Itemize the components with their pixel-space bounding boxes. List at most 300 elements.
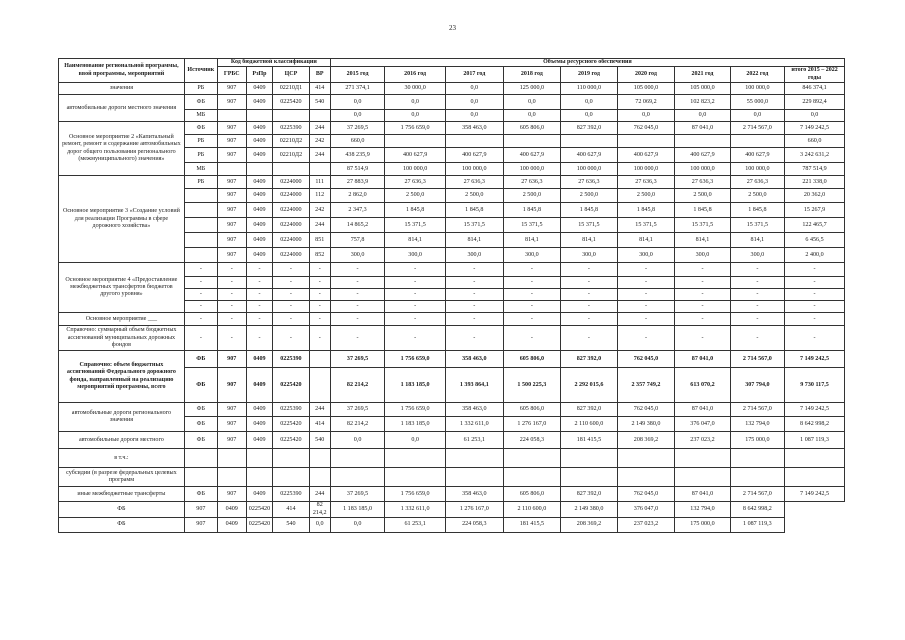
year-value-cell: 37 269,5: [330, 403, 384, 417]
total-value-cell: 787 514,9: [785, 163, 845, 176]
table-row: [59, 351, 845, 368]
year-value-cell: 125 000,0: [503, 83, 561, 95]
year-value-cell: 208 369,2: [561, 518, 618, 533]
year-value-cell: 827 392,0: [561, 487, 618, 502]
header-rzpr: РзПр: [246, 67, 273, 83]
source-cell: -: [184, 301, 217, 313]
csr-cell: 02210Д2: [273, 135, 309, 148]
year-value-cell: 175 000,0: [675, 518, 730, 533]
row-name: автомобильные дороги регионального значения: [59, 403, 185, 432]
year-value-cell: 2 149 380,0: [561, 502, 618, 518]
year-value-cell: 1 845,8: [617, 203, 675, 218]
year-value-cell: 0,0: [330, 518, 384, 533]
source-cell: РБ: [184, 135, 217, 148]
rzpr-cell: 0409: [217, 502, 246, 518]
year-value-cell: 181 415,5: [503, 518, 561, 533]
source-cell: РБ: [184, 148, 217, 163]
year-value-cell: 0,0: [309, 518, 330, 533]
year-value-cell: [330, 468, 384, 487]
year-value-cell: 605 806,0: [503, 487, 561, 502]
year-value-cell: -: [617, 313, 675, 326]
vr-cell: [309, 110, 330, 122]
total-value-cell: 6 456,5: [785, 233, 845, 248]
year-value-cell: 827 392,0: [561, 403, 618, 417]
grbs-cell: [217, 163, 246, 176]
year-value-cell: [675, 449, 730, 468]
year-value-cell: [730, 135, 784, 148]
rzpr-cell: 0409: [246, 432, 273, 449]
header-year-2020: 2020 год: [617, 67, 675, 83]
year-value-cell: -: [446, 289, 504, 301]
vr-cell: [309, 449, 330, 468]
grbs-cell: 907: [217, 218, 246, 233]
rzpr-cell: [246, 449, 273, 468]
csr-cell: 02210Д1: [273, 83, 309, 95]
total-value-cell: 1 087 119,3: [730, 518, 784, 533]
year-value-cell: 2 862,0: [330, 189, 384, 203]
year-value-cell: 762 045,0: [617, 403, 675, 417]
total-value-cell: 2 400,0: [785, 248, 845, 263]
source-cell: РБ: [184, 176, 217, 189]
year-value-cell: 15 371,5: [730, 218, 784, 233]
year-value-cell: 0,0: [617, 110, 675, 122]
source-cell: ФБ: [184, 95, 217, 110]
year-value-cell: -: [385, 277, 446, 289]
table-row: [59, 432, 845, 449]
year-value-cell: -: [617, 326, 675, 351]
grbs-cell: 907: [184, 502, 217, 518]
vr-cell: 540: [309, 95, 330, 110]
year-value-cell: 1 393 864,1: [446, 368, 504, 403]
rzpr-cell: 0409: [246, 203, 273, 218]
source-cell: [184, 233, 217, 248]
year-value-cell: 0,0: [503, 95, 561, 110]
year-value-cell: -: [330, 289, 384, 301]
year-value-cell: 27 636,3: [446, 176, 504, 189]
total-value-cell: 660,0: [785, 135, 845, 148]
csr-cell: 0225420: [273, 368, 309, 403]
vr-cell: 112: [309, 189, 330, 203]
row-name: Основное мероприятие 2 «Капитальный ремонт, ремонт и содержание автомобильных дорог общего пользования регионального (межмуниципального) значения»: [59, 122, 185, 176]
year-value-cell: 1 756 659,0: [385, 122, 446, 135]
year-value-cell: 237 023,2: [675, 432, 730, 449]
year-value-cell: 0,0: [730, 110, 784, 122]
year-value-cell: 15 371,5: [561, 218, 618, 233]
vr-cell: 244: [309, 403, 330, 417]
year-value-cell: -: [730, 313, 784, 326]
year-value-cell: 2 292 015,6: [561, 368, 618, 403]
year-value-cell: 82 214,2: [330, 368, 384, 403]
year-value-cell: 132 794,0: [730, 417, 784, 432]
year-value-cell: -: [503, 313, 561, 326]
year-value-cell: 2 347,3: [330, 203, 384, 218]
csr-cell: 0225420: [273, 95, 309, 110]
year-value-cell: [730, 468, 784, 487]
grbs-cell: 907: [217, 176, 246, 189]
year-value-cell: -: [617, 263, 675, 277]
year-value-cell: 814,1: [561, 233, 618, 248]
rzpr-cell: -: [246, 263, 273, 277]
header-year-2022: 2022 год: [730, 67, 784, 83]
year-value-cell: -: [561, 313, 618, 326]
rzpr-cell: 0409: [246, 233, 273, 248]
row-name: в т.ч.:: [59, 449, 185, 468]
year-value-cell: 87 041,0: [675, 351, 730, 368]
year-value-cell: 2 500,0: [503, 189, 561, 203]
rzpr-cell: -: [246, 301, 273, 313]
rzpr-cell: 0409: [246, 403, 273, 417]
year-value-cell: -: [617, 301, 675, 313]
year-value-cell: [446, 135, 504, 148]
year-value-cell: 82 214,2: [330, 417, 384, 432]
year-value-cell: 613 070,2: [675, 368, 730, 403]
year-value-cell: 1 845,8: [561, 203, 618, 218]
row-name: Основное мероприятие ___: [59, 313, 185, 326]
year-value-cell: 0,0: [330, 95, 384, 110]
year-value-cell: -: [617, 289, 675, 301]
row-name: Основное мероприятие 4 «Предоставление межбюджетных трансфертов бюджетов другого уровня»: [59, 263, 185, 313]
year-value-cell: -: [385, 326, 446, 351]
year-value-cell: [561, 468, 618, 487]
year-value-cell: -: [330, 326, 384, 351]
year-value-cell: 2 500,0: [385, 189, 446, 203]
vr-cell: -: [309, 263, 330, 277]
vr-cell: 244: [309, 148, 330, 163]
csr-cell: 0225390: [273, 403, 309, 417]
page-number: 23: [449, 24, 456, 32]
year-value-cell: 814,1: [385, 233, 446, 248]
grbs-cell: [217, 449, 246, 468]
vr-cell: 244: [309, 218, 330, 233]
year-value-cell: -: [561, 301, 618, 313]
year-value-cell: 358 463,0: [446, 122, 504, 135]
year-value-cell: 105 000,0: [617, 83, 675, 95]
year-value-cell: -: [675, 289, 730, 301]
year-value-cell: 1 332 611,0: [385, 502, 446, 518]
csr-cell: -: [273, 313, 309, 326]
year-value-cell: [503, 135, 561, 148]
year-value-cell: [675, 468, 730, 487]
year-value-cell: 72 069,2: [617, 95, 675, 110]
year-value-cell: [561, 135, 618, 148]
grbs-cell: -: [217, 277, 246, 289]
csr-cell: [273, 449, 309, 468]
csr-cell: 02210Д2: [273, 148, 309, 163]
csr-cell: 0224000: [273, 248, 309, 263]
csr-cell: 0225390: [273, 351, 309, 368]
grbs-cell: 907: [217, 417, 246, 432]
year-value-cell: 175 000,0: [730, 432, 784, 449]
total-value-cell: 846 374,1: [785, 83, 845, 95]
grbs-cell: 907: [217, 148, 246, 163]
year-value-cell: 300,0: [385, 248, 446, 263]
year-value-cell: 37 269,5: [330, 487, 384, 502]
source-cell: -: [184, 263, 217, 277]
grbs-cell: 907: [217, 122, 246, 135]
header-year-2017: 2017 год: [446, 67, 504, 83]
year-value-cell: 762 045,0: [617, 351, 675, 368]
year-value-cell: 208 369,2: [617, 432, 675, 449]
source-cell: ФБ: [184, 351, 217, 368]
year-value-cell: 376 047,0: [617, 502, 675, 518]
table-row: [59, 468, 845, 487]
year-value-cell: -: [561, 289, 618, 301]
csr-cell: 0224000: [273, 176, 309, 189]
year-value-cell: 100 000,0: [446, 163, 504, 176]
year-value-cell: 1 276 167,0: [503, 417, 561, 432]
year-value-cell: 1 845,8: [675, 203, 730, 218]
grbs-cell: 907: [217, 403, 246, 417]
source-cell: ФБ: [184, 368, 217, 403]
year-value-cell: -: [730, 301, 784, 313]
year-value-cell: 100 000,0: [675, 163, 730, 176]
year-value-cell: [617, 449, 675, 468]
year-value-cell: -: [675, 277, 730, 289]
year-value-cell: [730, 449, 784, 468]
csr-cell: 0224000: [273, 233, 309, 248]
grbs-cell: 907: [217, 83, 246, 95]
csr-cell: -: [273, 326, 309, 351]
rzpr-cell: 0409: [246, 218, 273, 233]
header-year-total: итого 2015 – 2022 годы: [785, 67, 845, 83]
year-value-cell: 2 500,0: [617, 189, 675, 203]
csr-cell: [273, 468, 309, 487]
year-value-cell: 400 627,9: [617, 148, 675, 163]
total-value-cell: 9 730 117,5: [785, 368, 845, 403]
grbs-cell: 907: [217, 203, 246, 218]
year-value-cell: -: [446, 263, 504, 277]
vr-cell: [309, 163, 330, 176]
vr-cell: 242: [309, 203, 330, 218]
vr-cell: -: [309, 277, 330, 289]
year-value-cell: 605 806,0: [503, 351, 561, 368]
year-value-cell: 605 806,0: [503, 122, 561, 135]
row-name: Справочно: суммарный объем бюджетных ассигнований муниципальных дорожных фондов: [59, 326, 185, 351]
year-value-cell: 37 269,5: [330, 351, 384, 368]
csr-cell: 0225390: [273, 487, 309, 502]
year-value-cell: -: [730, 277, 784, 289]
year-value-cell: -: [385, 301, 446, 313]
year-value-cell: 2 110 600,0: [503, 502, 561, 518]
csr-cell: -: [273, 289, 309, 301]
row-name: Основное мероприятие 3 «Создание условий для реализации Программы в сфере дорожного хозяйства»: [59, 176, 185, 263]
year-value-cell: -: [446, 313, 504, 326]
year-value-cell: 2 714 567,0: [730, 122, 784, 135]
year-value-cell: 15 371,5: [503, 218, 561, 233]
year-value-cell: 2 149 380,0: [617, 417, 675, 432]
year-value-cell: 1 183 185,0: [385, 417, 446, 432]
year-value-cell: -: [330, 277, 384, 289]
vr-cell: [309, 351, 330, 368]
table-row: [59, 263, 845, 277]
vr-cell: [309, 368, 330, 403]
source-cell: ФБ: [59, 518, 185, 533]
total-value-cell: 8 642 998,2: [785, 417, 845, 432]
header-vr: ВР: [309, 67, 330, 83]
grbs-cell: -: [217, 301, 246, 313]
source-cell: [184, 218, 217, 233]
year-value-cell: 61 253,1: [385, 518, 446, 533]
table-row: [59, 502, 845, 518]
grbs-cell: [217, 110, 246, 122]
csr-cell: 0224000: [273, 218, 309, 233]
year-value-cell: 14 865,2: [330, 218, 384, 233]
year-value-cell: 358 463,0: [446, 351, 504, 368]
grbs-cell: 907: [217, 368, 246, 403]
csr-cell: 0224000: [273, 189, 309, 203]
year-value-cell: 0,0: [446, 95, 504, 110]
year-value-cell: 300,0: [503, 248, 561, 263]
year-value-cell: 87 514,9: [330, 163, 384, 176]
source-cell: ФБ: [184, 417, 217, 432]
year-value-cell: -: [330, 263, 384, 277]
year-value-cell: [330, 449, 384, 468]
grbs-cell: -: [217, 326, 246, 351]
rzpr-cell: 0409: [246, 189, 273, 203]
year-value-cell: 1 183 185,0: [385, 368, 446, 403]
year-value-cell: 37 269,5: [330, 122, 384, 135]
header-year-2016: 2016 год: [385, 67, 446, 83]
year-value-cell: [385, 135, 446, 148]
year-value-cell: -: [675, 301, 730, 313]
year-value-cell: -: [503, 326, 561, 351]
year-value-cell: 814,1: [675, 233, 730, 248]
source-cell: -: [184, 313, 217, 326]
year-value-cell: [446, 449, 504, 468]
header-year-2018: 2018 год: [503, 67, 561, 83]
vr-cell: -: [309, 289, 330, 301]
year-value-cell: -: [503, 277, 561, 289]
grbs-cell: -: [217, 263, 246, 277]
table-row: [59, 403, 845, 417]
year-value-cell: 400 627,9: [730, 148, 784, 163]
total-value-cell: 7 149 242,5: [785, 487, 845, 502]
year-value-cell: [385, 468, 446, 487]
vr-cell: 414: [273, 502, 309, 518]
rzpr-cell: -: [246, 277, 273, 289]
total-value-cell: -: [785, 313, 845, 326]
vr-cell: 414: [309, 83, 330, 95]
year-value-cell: 15 371,5: [385, 218, 446, 233]
year-value-cell: 400 627,9: [503, 148, 561, 163]
year-value-cell: 300,0: [675, 248, 730, 263]
year-value-cell: -: [385, 263, 446, 277]
rzpr-cell: -: [246, 313, 273, 326]
year-value-cell: 100 000,0: [385, 163, 446, 176]
source-cell: -: [184, 289, 217, 301]
rzpr-cell: 0409: [217, 518, 246, 533]
year-value-cell: -: [330, 301, 384, 313]
source-cell: ФБ: [184, 122, 217, 135]
rzpr-cell: 0409: [246, 95, 273, 110]
vr-cell: -: [309, 313, 330, 326]
header-csr: ЦСР: [273, 67, 309, 83]
year-value-cell: -: [617, 277, 675, 289]
grbs-cell: 907: [217, 248, 246, 263]
csr-cell: [273, 163, 309, 176]
year-value-cell: 1 756 659,0: [385, 487, 446, 502]
year-value-cell: 15 371,5: [617, 218, 675, 233]
year-value-cell: 1 845,8: [385, 203, 446, 218]
year-value-cell: 1 845,8: [730, 203, 784, 218]
year-value-cell: 27 883,9: [330, 176, 384, 189]
total-value-cell: -: [785, 326, 845, 351]
year-value-cell: 300,0: [730, 248, 784, 263]
year-value-cell: -: [730, 289, 784, 301]
total-value-cell: 15 267,9: [785, 203, 845, 218]
year-value-cell: 100 000,0: [561, 163, 618, 176]
year-value-cell: 87 041,0: [675, 403, 730, 417]
rzpr-cell: 0409: [246, 83, 273, 95]
csr-cell: -: [273, 301, 309, 313]
year-value-cell: 0,0: [503, 110, 561, 122]
year-value-cell: 100 000,0: [503, 163, 561, 176]
year-value-cell: 237 023,2: [617, 518, 675, 533]
year-value-cell: 300,0: [561, 248, 618, 263]
year-value-cell: -: [675, 313, 730, 326]
year-value-cell: 0,0: [385, 95, 446, 110]
source-cell: МБ: [184, 110, 217, 122]
table-row: [59, 176, 845, 189]
year-value-cell: -: [561, 263, 618, 277]
year-value-cell: -: [385, 313, 446, 326]
year-value-cell: [617, 135, 675, 148]
row-name: иные межбюджетные трансферты: [59, 487, 185, 502]
year-value-cell: 300,0: [446, 248, 504, 263]
year-value-cell: 1 756 659,0: [385, 351, 446, 368]
year-value-cell: 605 806,0: [503, 403, 561, 417]
vr-cell: 111: [309, 176, 330, 189]
year-value-cell: 762 045,0: [617, 122, 675, 135]
year-value-cell: 814,1: [503, 233, 561, 248]
rzpr-cell: [246, 468, 273, 487]
vr-cell: 540: [309, 432, 330, 449]
rzpr-cell: 0409: [246, 135, 273, 148]
year-value-cell: 2 714 567,0: [730, 351, 784, 368]
grbs-cell: -: [217, 289, 246, 301]
source-cell: [184, 203, 217, 218]
year-value-cell: [385, 449, 446, 468]
rzpr-cell: -: [246, 289, 273, 301]
total-value-cell: 3 242 631,2: [785, 148, 845, 163]
grbs-cell: 907: [217, 135, 246, 148]
csr-cell: 0225420: [273, 432, 309, 449]
year-value-cell: 271 374,1: [330, 83, 384, 95]
year-value-cell: [446, 468, 504, 487]
source-cell: РБ: [184, 83, 217, 95]
source-cell: [184, 449, 217, 468]
source-cell: ФБ: [184, 432, 217, 449]
vr-cell: -: [309, 326, 330, 351]
year-value-cell: 1 756 659,0: [385, 403, 446, 417]
budget-table: [58, 58, 845, 533]
source-cell: -: [184, 326, 217, 351]
rzpr-cell: [246, 163, 273, 176]
csr-cell: 0225390: [273, 122, 309, 135]
total-value-cell: [785, 449, 845, 468]
table-row: [59, 83, 845, 95]
year-value-cell: 1 276 167,0: [446, 502, 504, 518]
source-cell: [184, 248, 217, 263]
total-value-cell: 7 149 242,5: [785, 351, 845, 368]
table-row: [59, 122, 845, 135]
year-value-cell: 814,1: [730, 233, 784, 248]
year-value-cell: [561, 449, 618, 468]
year-value-cell: 2 714 567,0: [730, 487, 784, 502]
csr-cell: -: [273, 263, 309, 277]
year-value-cell: 1 183 185,0: [330, 502, 384, 518]
year-value-cell: 757,8: [330, 233, 384, 248]
